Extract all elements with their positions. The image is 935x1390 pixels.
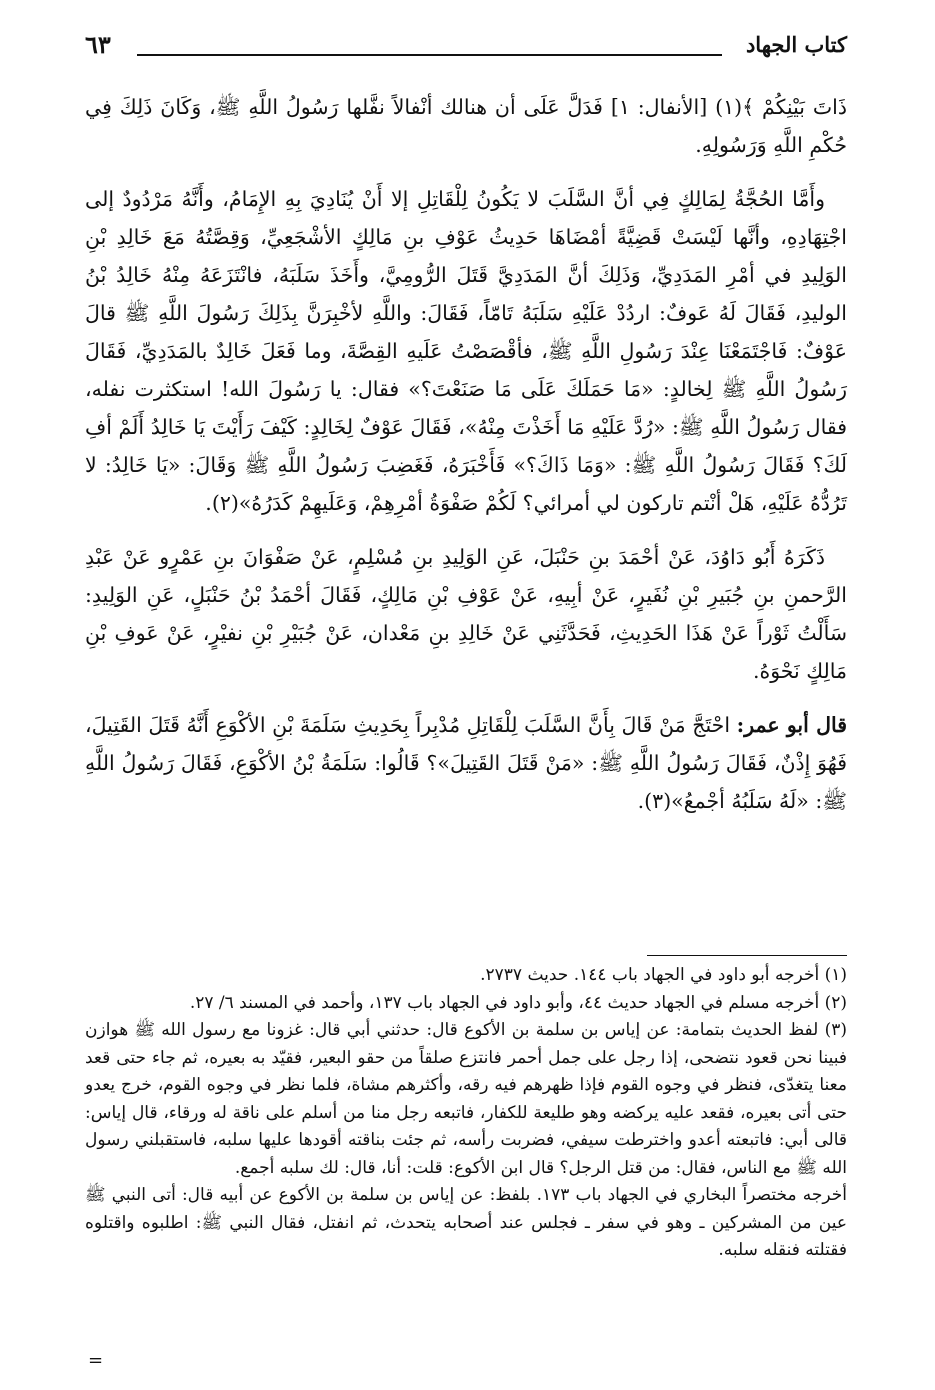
footnote-1: (١) أخرجه أبو داود في الجهاد باب ١٤٤. حديث ٢٧٣٧. bbox=[480, 965, 847, 985]
header-rule bbox=[137, 54, 722, 56]
footnote-3-continuation: أخرجه مختصراً البخاري في الجهاد باب ١٧٣. بلفظ: عن إياس بن سلمة بن الأكوع عن أبيه قال: أتى النبي ﷺ عين من المشركين ـ وهو في سفر ـ فجلس عند أصحابه يتحدث، ثم انفتل، فقال النبي ﷺ: اطلبوه واقتلوه فقتلته فنقله سلبه. bbox=[85, 1185, 847, 1260]
paragraph-text: احْتَجَّ مَنْ قَالَ بِأَنَّ السَّلَبَ لِلْقَاتِلِ مُدْبِراً بِحَدِيثِ سَلَمَةَ بْنِ الأكْوَعِ أَنَّهُ قَتَلَ القَتِيلَ، فَهُوَ إِذْنٌ، فَقَالَ رَسُولُ اللَّهِ ﷺ: «مَنْ قَتَلَ القَتِيلَ»؟ قَالُوا: سَلَمَةُ بْنُ الأكْوَعِ، فَقَالَ رَسُولُ اللَّهِ ﷺ: «لَهُ سَلَبُهُ أجْمعُ»(٣). bbox=[85, 713, 847, 813]
paragraph-text: ذَاتَ بَيْنِكُمْ ﴾(١) [الأنفال: ١] فَدَلَّ عَلَى أن هنالك أنْفالاً نفَّلها رَسُولُ اللَّهِ ﷺ، وَكَانَ ذَلِكَ فِي حُكْمِ اللَّهِ وَرَسُولِهِ. bbox=[85, 95, 847, 157]
edge-mark: = bbox=[88, 1350, 104, 1371]
paragraph-3 bbox=[85, 538, 847, 690]
main-text bbox=[85, 88, 847, 836]
paragraph-text: وأَمَّا الحُجَّةُ لِمَالِكٍ فِي أنَّ السَّلَبَ لا يَكُونُ لِلْقَاتِلِ إلا أَنْ يُنَادِيَ بِهِ الإِمَامُ، وأَنَّهُ مَرْدُودٌ إلى اجْتِهَادِهِ، وأنَّها لَيْسَتْ قَضِيَّةً أمْضَاهَا حَدِيثُ عَوْفِ بنِ مَالِكٍ الأشْجَعِيِّ، وَقِصَّتُهُ مَعَ خَالِدِ بْنِ الوَلِيدِ في أمْرِ المَدَدِيِّ، وَذَلِكَ أنَّ المَدَدِيَّ قَتَلَ الرُّومِيَّ، وأَخَذَ سَلَبَهُ، فانْتَزَعَهُ مِنْهُ خَالِدُ بْنُ الوليدِ، فَقَالَ لَهُ عَوفٌ: اردُدْ عَلَيْهِ سَلَبَهُ تَامّاً، فَقَالَ: واللَّهِ لأخْبِرَنَّ بِذَلِكَ رَسُولَ اللَّهِ ﷺ قالَ عَوْفٌ: فَاجْتَمَعْنَا عِنْدَ رَسُولِ اللَّهِ ﷺ، فأقْصَصْتُ عَلَيهِ القِصَّةَ، وما فَعَلَ خَالِدٌ بالمَدَدِيِّ، فَقَالَ رَسُولُ اللَّهِ ﷺ لِخالدٍ: «مَا حَمَلَكَ عَلَى مَا صَنَعْتَ؟» فقال: يا رَسُولَ الله! استكثرت نفله، فقال رَسُولُ اللَّهِ ﷺ: «رُدَّ عَلَيْهِ مَا أَخَذْتَ مِنْهُ»، فَقَالَ عَوْفٌ لِخَالِدٍ: كَيْفَ رَأَيْتَ يَا خَالِدُ أَلَمْ أفِ لَكَ؟ فَقَالَ رَسُولُ اللَّهِ ﷺ: «وَمَا ذَاكَ؟» فَأَخْبَرَهُ، فَغَضِبَ رَسُولُ اللَّهِ ﷺ وَقَالَ: «يَا خَالِدُ: لا تَرُدُّهُ عَلَيْهِ، هَلْ أنْتم تاركون لي أمرائي؟ لَكُمْ صَفْوَةُ أمْرِهِمْ، وَعَلَيهِمْ كَدَرُهُ»(٢). bbox=[85, 187, 848, 515]
paragraph-4 bbox=[85, 706, 847, 820]
footnotes bbox=[85, 962, 847, 1265]
footnote-2: (٢) أخرجه مسلم في الجهاد حديث ٤٤، وأبو داود في الجهاد باب ١٣٧، وأحمد في المسند ٦/ ٢٧. bbox=[189, 992, 847, 1013]
footnote-3: (٣) لفظ الحديث بتمامة: عن إياس بن سلمة بن الأكوع قال: حدثني أبي قال: غزونا مع رسول الله ﷺ هوازن فبينا نحن قعود نتضحى، إذا رجل على جمل أحمر فانتزع صلقاً من حقو البعير، فقيّد به بعيره، ثم جاء حتى قعد معنا يتغدّى، فنظر في وجوه القوم فإذا ظهرهم فيه رقه، وأكثرهم مشاة، فلما نظر في وجوه القوم، خرج يعدو حتى أتى بعيره، فقعد عليه يركضه وهو طليعة للكفار، فاتبعه رجل منا من أسلم على ناقة له ورقاء، قال إياس: قالى أبي: فاتبعته أعدو واخترطت سيفي، فضربت رأسه، ثم جئت بناقته أقودها عليها سلبه، فاستقبلني رسول الله ﷺ مع الناس، فقال: من قتل الرجل؟ قال ابن الأكوع: قلت: أنا، قال: لك سلبه أجمع. bbox=[85, 1020, 847, 1178]
page-number: ٦٣ bbox=[85, 30, 111, 59]
paragraph-2 bbox=[85, 180, 847, 522]
paragraph-1 bbox=[85, 88, 847, 164]
paragraph-text: ذَكَرَهُ أَبُو دَاوُدَ، عَنْ أحْمَدَ بنِ حَنْبَلَ، عَنِ الوَلِيدِ بنِ مُسْلِمٍ، عَنْ صَفْوَانَ بنِ عَمْرٍو عَنْ عَبْدِ الرَّحمنِ بنِ جُبَيرِ بْنِ نُفَيرٍ، عَنْ أبِيهِ، عَنْ عَوْفِ بْنِ مَالِكٍ، فَقَالَ أحْمَدُ بْنُ حَنْبَلٍ، عَنِ الوَلِيدِ: سَأَلْتُ ثَوْراً عَنْ هَذَا الحَدِيثِ، فَحَدَّثَنِي عَنْ خَالِدِ بنِ مَعْدان، عَنْ جُبَيْرِ بْنِ نفيْرٍ، عَنْ عَوفِ بْنِ مَالِكٍ نَحْوَهُ. bbox=[85, 545, 847, 683]
footnote-separator bbox=[647, 955, 847, 956]
running-header bbox=[85, 30, 847, 62]
paragraph-lead: قال أبو عمر: bbox=[736, 713, 848, 737]
chapter-title: كتاب الجهاد bbox=[745, 32, 847, 57]
